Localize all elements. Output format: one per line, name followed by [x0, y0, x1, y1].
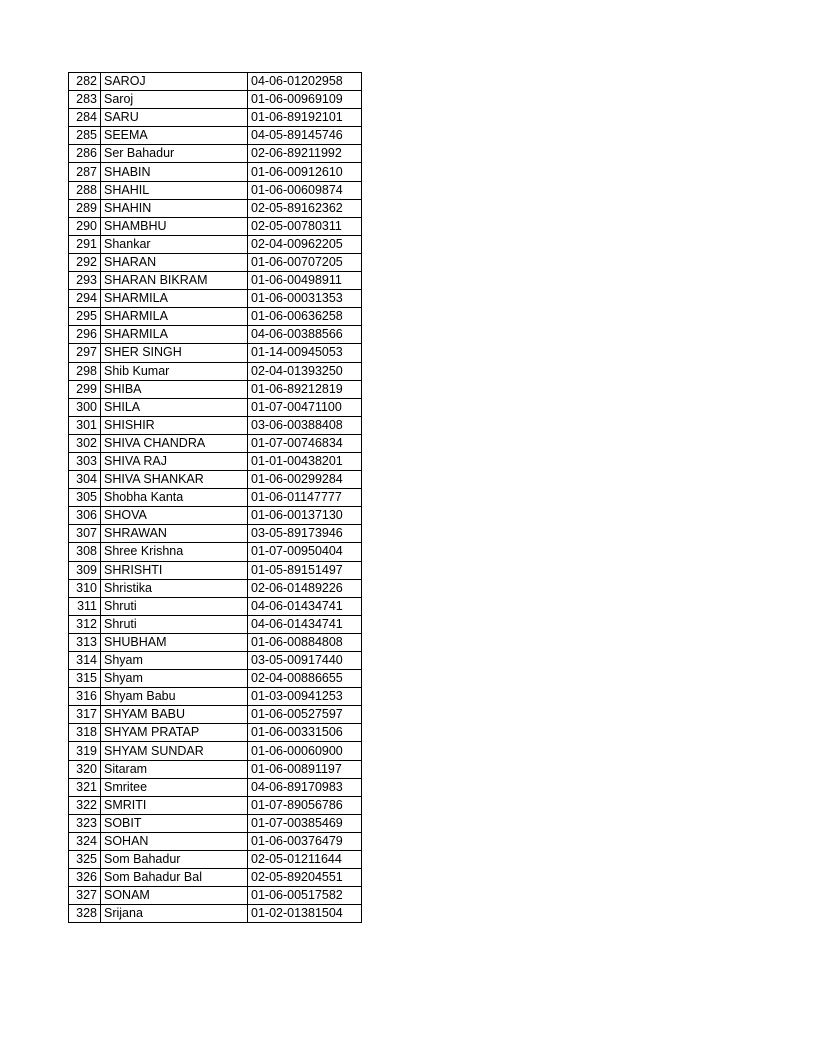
serial-number-cell: 322	[69, 796, 101, 814]
name-cell: Shyam Babu	[101, 688, 248, 706]
serial-number-cell: 290	[69, 217, 101, 235]
name-cell: Som Bahadur	[101, 851, 248, 869]
name-cell: SHARMILA	[101, 308, 248, 326]
id-code-cell: 04-06-01434741	[248, 615, 362, 633]
name-cell: Shobha Kanta	[101, 489, 248, 507]
name-cell: Shristika	[101, 579, 248, 597]
serial-number-cell: 310	[69, 579, 101, 597]
name-cell: SMRITI	[101, 796, 248, 814]
table-row	[69, 832, 362, 850]
name-cell: Shankar	[101, 235, 248, 253]
serial-number-cell: 308	[69, 543, 101, 561]
table-row	[69, 344, 362, 362]
id-code-cell: 01-07-00746834	[248, 434, 362, 452]
id-code-cell: 02-04-00886655	[248, 670, 362, 688]
name-cell: Shruti	[101, 597, 248, 615]
table-row	[69, 887, 362, 905]
id-code-cell: 01-06-00884808	[248, 633, 362, 651]
table-row	[69, 398, 362, 416]
serial-number-cell: 284	[69, 109, 101, 127]
name-cell: SHIVA CHANDRA	[101, 434, 248, 452]
serial-number-cell: 285	[69, 127, 101, 145]
serial-number-cell: 283	[69, 91, 101, 109]
serial-number-cell: 323	[69, 814, 101, 832]
serial-number-cell: 311	[69, 597, 101, 615]
table-row	[69, 380, 362, 398]
serial-number-cell: 298	[69, 362, 101, 380]
id-code-cell: 01-07-00950404	[248, 543, 362, 561]
name-cell: SOBIT	[101, 814, 248, 832]
serial-number-cell: 316	[69, 688, 101, 706]
table-row	[69, 362, 362, 380]
table-row	[69, 670, 362, 688]
table-row	[69, 326, 362, 344]
id-code-cell: 01-06-00969109	[248, 91, 362, 109]
id-code-cell: 04-06-01202958	[248, 73, 362, 91]
table-row	[69, 760, 362, 778]
id-code-cell: 01-06-00331506	[248, 724, 362, 742]
serial-number-cell: 315	[69, 670, 101, 688]
name-cell: Saroj	[101, 91, 248, 109]
id-code-cell: 02-06-01489226	[248, 579, 362, 597]
roster-table	[68, 72, 362, 923]
table-row	[69, 742, 362, 760]
table-row	[69, 851, 362, 869]
id-code-cell: 01-06-00498911	[248, 272, 362, 290]
name-cell: SHOVA	[101, 507, 248, 525]
table-row	[69, 561, 362, 579]
serial-number-cell: 286	[69, 145, 101, 163]
name-cell: SHAHIL	[101, 181, 248, 199]
name-cell: SHRAWAN	[101, 525, 248, 543]
table-row	[69, 416, 362, 434]
name-cell: SHAHIN	[101, 199, 248, 217]
serial-number-cell: 314	[69, 652, 101, 670]
serial-number-cell: 294	[69, 290, 101, 308]
id-code-cell: 03-06-00388408	[248, 416, 362, 434]
serial-number-cell: 299	[69, 380, 101, 398]
name-cell: SHABIN	[101, 163, 248, 181]
id-code-cell: 04-05-89145746	[248, 127, 362, 145]
serial-number-cell: 318	[69, 724, 101, 742]
serial-number-cell: 317	[69, 706, 101, 724]
table-row	[69, 272, 362, 290]
id-code-cell: 02-05-01211644	[248, 851, 362, 869]
serial-number-cell: 291	[69, 235, 101, 253]
serial-number-cell: 295	[69, 308, 101, 326]
name-cell: SHISHIR	[101, 416, 248, 434]
name-cell: SONAM	[101, 887, 248, 905]
serial-number-cell: 307	[69, 525, 101, 543]
name-cell: Sitaram	[101, 760, 248, 778]
name-cell: Srijana	[101, 905, 248, 923]
serial-number-cell: 287	[69, 163, 101, 181]
table-row	[69, 181, 362, 199]
id-code-cell: 01-07-00471100	[248, 398, 362, 416]
id-code-cell: 01-14-00945053	[248, 344, 362, 362]
table-row	[69, 814, 362, 832]
table-row	[69, 199, 362, 217]
table-row	[69, 471, 362, 489]
name-cell: Shib Kumar	[101, 362, 248, 380]
name-cell: Shruti	[101, 615, 248, 633]
serial-number-cell: 313	[69, 633, 101, 651]
table-row	[69, 253, 362, 271]
serial-number-cell: 324	[69, 832, 101, 850]
serial-number-cell: 292	[69, 253, 101, 271]
name-cell: Smritee	[101, 778, 248, 796]
table-row	[69, 724, 362, 742]
id-code-cell: 01-06-01147777	[248, 489, 362, 507]
table-row	[69, 796, 362, 814]
id-code-cell: 01-06-89212819	[248, 380, 362, 398]
id-code-cell: 01-06-00636258	[248, 308, 362, 326]
id-code-cell: 01-06-00912610	[248, 163, 362, 181]
name-cell: Shyam	[101, 670, 248, 688]
table-row	[69, 127, 362, 145]
table-row	[69, 543, 362, 561]
id-code-cell: 04-06-00388566	[248, 326, 362, 344]
table-row	[69, 434, 362, 452]
id-code-cell: 02-05-89204551	[248, 869, 362, 887]
id-code-cell: 01-07-00385469	[248, 814, 362, 832]
serial-number-cell: 293	[69, 272, 101, 290]
table-row	[69, 778, 362, 796]
serial-number-cell: 297	[69, 344, 101, 362]
serial-number-cell: 303	[69, 452, 101, 470]
table-row	[69, 452, 362, 470]
serial-number-cell: 321	[69, 778, 101, 796]
name-cell: SHARAN	[101, 253, 248, 271]
serial-number-cell: 306	[69, 507, 101, 525]
table-row	[69, 308, 362, 326]
name-cell: SOHAN	[101, 832, 248, 850]
id-code-cell: 02-05-00780311	[248, 217, 362, 235]
id-code-cell: 01-06-00376479	[248, 832, 362, 850]
name-cell: SHYAM BABU	[101, 706, 248, 724]
id-code-cell: 02-04-00962205	[248, 235, 362, 253]
id-code-cell: 02-06-89211992	[248, 145, 362, 163]
serial-number-cell: 282	[69, 73, 101, 91]
name-cell: SHIVA RAJ	[101, 452, 248, 470]
id-code-cell: 01-06-00891197	[248, 760, 362, 778]
name-cell: SEEMA	[101, 127, 248, 145]
table-row	[69, 905, 362, 923]
id-code-cell: 01-06-00299284	[248, 471, 362, 489]
table-row	[69, 235, 362, 253]
name-cell: SHIVA SHANKAR	[101, 471, 248, 489]
name-cell: SHAMBHU	[101, 217, 248, 235]
id-code-cell: 01-06-89192101	[248, 109, 362, 127]
id-code-cell: 01-06-00031353	[248, 290, 362, 308]
table-row	[69, 109, 362, 127]
name-cell: SHARMILA	[101, 326, 248, 344]
name-cell: Shree Krishna	[101, 543, 248, 561]
name-cell: SHER SINGH	[101, 344, 248, 362]
name-cell: Som Bahadur Bal	[101, 869, 248, 887]
name-cell: Shyam	[101, 652, 248, 670]
name-cell: SHYAM SUNDAR	[101, 742, 248, 760]
name-cell: SHILA	[101, 398, 248, 416]
serial-number-cell: 304	[69, 471, 101, 489]
roster-table-body	[69, 73, 362, 923]
id-code-cell: 02-04-01393250	[248, 362, 362, 380]
name-cell: SHYAM PRATAP	[101, 724, 248, 742]
name-cell: SHRISHTI	[101, 561, 248, 579]
name-cell: SHUBHAM	[101, 633, 248, 651]
serial-number-cell: 325	[69, 851, 101, 869]
table-row	[69, 73, 362, 91]
table-row	[69, 290, 362, 308]
name-cell: SARU	[101, 109, 248, 127]
serial-number-cell: 328	[69, 905, 101, 923]
table-row	[69, 597, 362, 615]
name-cell: SHIBA	[101, 380, 248, 398]
serial-number-cell: 296	[69, 326, 101, 344]
serial-number-cell: 327	[69, 887, 101, 905]
id-code-cell: 01-07-89056786	[248, 796, 362, 814]
table-row	[69, 652, 362, 670]
table-row	[69, 217, 362, 235]
serial-number-cell: 301	[69, 416, 101, 434]
serial-number-cell: 305	[69, 489, 101, 507]
table-row	[69, 525, 362, 543]
table-row	[69, 633, 362, 651]
table-row	[69, 869, 362, 887]
id-code-cell: 01-01-00438201	[248, 452, 362, 470]
table-row	[69, 688, 362, 706]
id-code-cell: 01-06-00527597	[248, 706, 362, 724]
id-code-cell: 03-05-89173946	[248, 525, 362, 543]
table-row	[69, 579, 362, 597]
serial-number-cell: 289	[69, 199, 101, 217]
id-code-cell: 04-06-01434741	[248, 597, 362, 615]
serial-number-cell: 319	[69, 742, 101, 760]
name-cell: SAROJ	[101, 73, 248, 91]
serial-number-cell: 312	[69, 615, 101, 633]
table-row	[69, 163, 362, 181]
table-row	[69, 489, 362, 507]
name-cell: SHARAN BIKRAM	[101, 272, 248, 290]
serial-number-cell: 302	[69, 434, 101, 452]
id-code-cell: 02-05-89162362	[248, 199, 362, 217]
id-code-cell: 01-06-00609874	[248, 181, 362, 199]
serial-number-cell: 309	[69, 561, 101, 579]
name-cell: SHARMILA	[101, 290, 248, 308]
id-code-cell: 01-06-00060900	[248, 742, 362, 760]
table-row	[69, 706, 362, 724]
name-cell: Ser Bahadur	[101, 145, 248, 163]
id-code-cell: 03-05-00917440	[248, 652, 362, 670]
id-code-cell: 01-06-00137130	[248, 507, 362, 525]
id-code-cell: 04-06-89170983	[248, 778, 362, 796]
table-row	[69, 507, 362, 525]
id-code-cell: 01-06-00707205	[248, 253, 362, 271]
serial-number-cell: 320	[69, 760, 101, 778]
table-row	[69, 91, 362, 109]
serial-number-cell: 326	[69, 869, 101, 887]
id-code-cell: 01-06-00517582	[248, 887, 362, 905]
id-code-cell: 01-02-01381504	[248, 905, 362, 923]
table-row	[69, 145, 362, 163]
serial-number-cell: 288	[69, 181, 101, 199]
serial-number-cell: 300	[69, 398, 101, 416]
id-code-cell: 01-03-00941253	[248, 688, 362, 706]
table-row	[69, 615, 362, 633]
id-code-cell: 01-05-89151497	[248, 561, 362, 579]
